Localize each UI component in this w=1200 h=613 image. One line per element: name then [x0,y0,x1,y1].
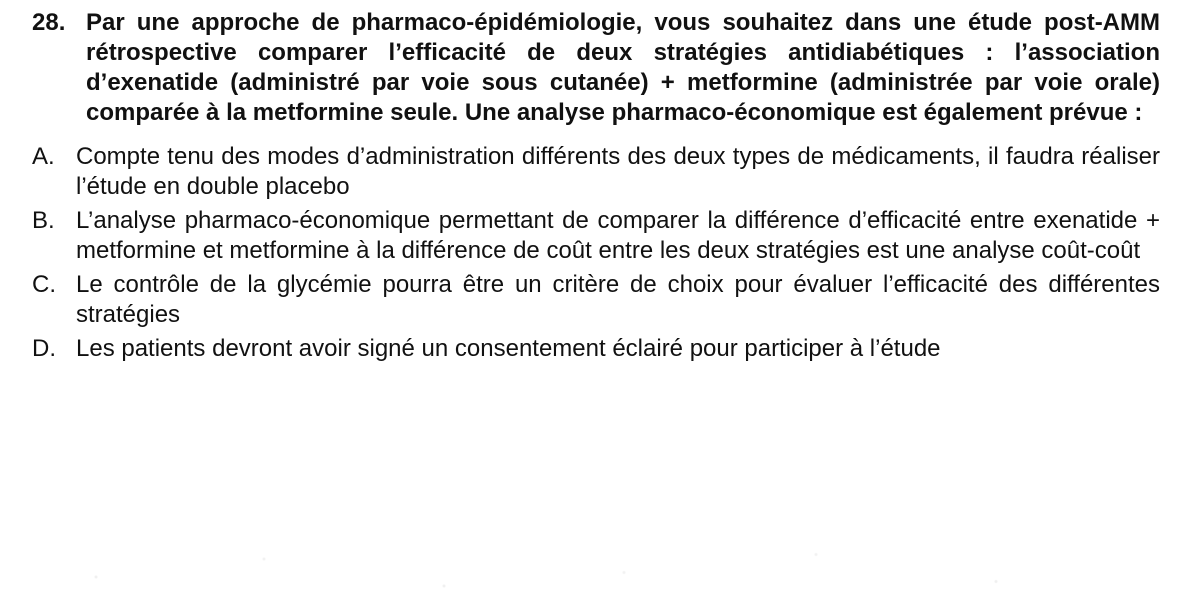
option-b [32,206,1160,266]
option-d-letter: D. [32,335,56,362]
option-b-letter: B. [32,207,55,234]
question-block [32,8,1160,128]
question-text: Par une approche de pharmaco-épidémiologie, vous souhaitez dans une étude post-AMM rétrospective comparer l’efficacité de deux stratégies antidiabétiques : l’association d’exenatide (administré par voie sous cutanée) + metformine (administrée par voie orale) comparée à la metformine seule. Une analyse pharmaco-économique est également prévue : [86,9,1160,126]
option-a [32,142,1160,202]
answer-options [32,142,1160,364]
option-c-text: Le contrôle de la glycémie pourra être un critère de choix pour évaluer l’efficacité des différentes stratégies [76,271,1160,328]
option-a-text: Compte tenu des modes d’administration différents des deux types de médicaments, il faudra réaliser l’étude en double placebo [76,143,1160,200]
question-number: 28. [32,9,66,36]
option-d [32,334,1160,364]
option-b-text: L’analyse pharmaco-économique permettant de comparer la différence d’efficacité entre exenatide + metformine et metformine à la différence de coût entre les deux stratégies est une analyse coût-coût [76,207,1160,264]
option-c [32,270,1160,330]
option-a-letter: A. [32,143,55,170]
option-d-text: Les patients devront avoir signé un consentement éclairé pour participer à l’étude [76,335,941,362]
option-c-letter: C. [32,271,56,298]
